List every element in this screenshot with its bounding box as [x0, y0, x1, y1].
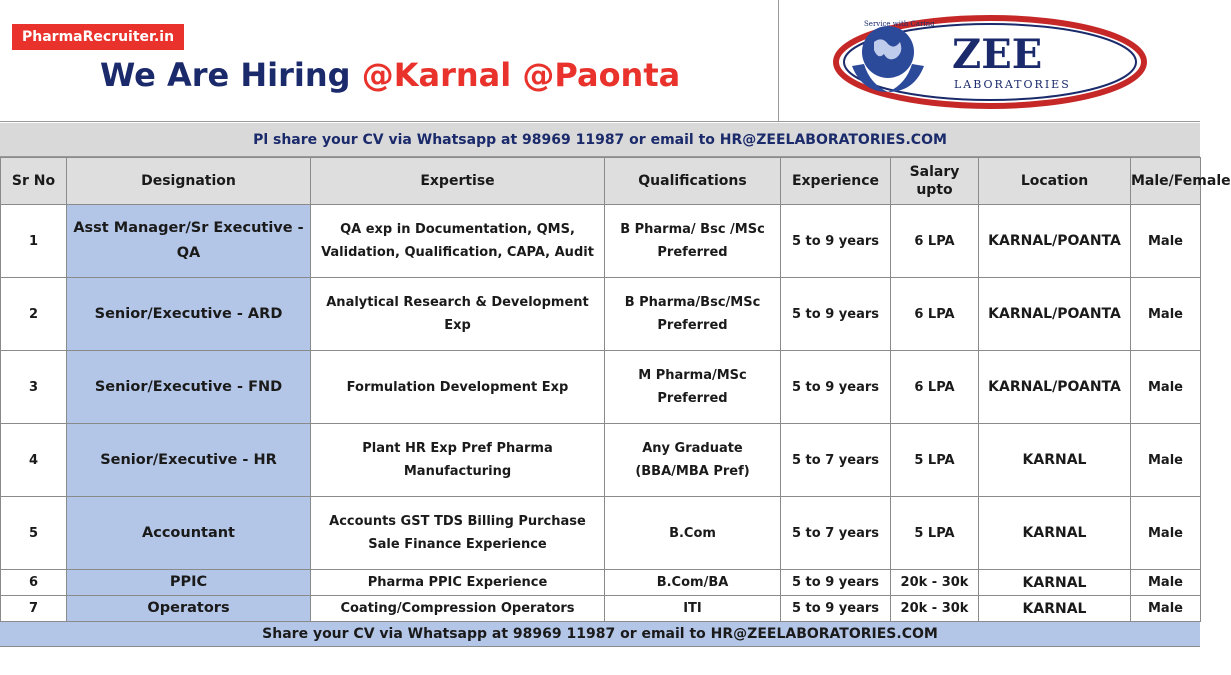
cell-qualifications: B Pharma/Bsc/MSc Preferred: [605, 278, 781, 351]
col-expertise: Expertise: [311, 158, 605, 205]
zee-laboratories-logo: [830, 8, 1150, 112]
headline-text: We Are Hiring: [100, 56, 362, 94]
cell-qualifications: ITI: [605, 596, 781, 622]
cell-designation: Senior/Executive - ARD: [67, 278, 311, 351]
cell-experience: 5 to 9 years: [781, 205, 891, 278]
cell-salary: 5 LPA: [891, 424, 979, 497]
cell-expertise: Accounts GST TDS Billing Purchase Sale Finance Experience: [311, 497, 605, 570]
cell-sr: 7: [1, 596, 67, 622]
cell-location: KARNAL: [979, 497, 1131, 570]
cell-gender: Male: [1131, 424, 1201, 497]
cell-qualifications: B.Com/BA: [605, 570, 781, 596]
col-location: Location: [979, 158, 1131, 205]
cell-expertise: Formulation Development Exp: [311, 351, 605, 424]
logo-ring-text: Service with Caring: [864, 20, 935, 28]
col-salary: Salary upto: [891, 158, 979, 205]
cell-expertise: Plant HR Exp Pref Pharma Manufacturing: [311, 424, 605, 497]
cell-sr: 6: [1, 570, 67, 596]
cell-designation: Senior/Executive - HR: [67, 424, 311, 497]
cell-location: KARNAL: [979, 570, 1131, 596]
cell-designation: PPIC: [67, 570, 311, 596]
table-row: [1, 497, 1201, 570]
cell-location: KARNAL: [979, 424, 1131, 497]
cell-location: KARNAL/POANTA: [979, 278, 1131, 351]
table-row: [1, 596, 1201, 622]
cell-location: KARNAL/POANTA: [979, 205, 1131, 278]
cell-experience: 5 to 9 years: [781, 278, 891, 351]
col-qualifications: Qualifications: [605, 158, 781, 205]
col-gender: Male/Female: [1131, 158, 1201, 205]
table-header-row: [1, 158, 1201, 205]
table-row: [1, 205, 1201, 278]
cell-qualifications: M Pharma/MSc Preferred: [605, 351, 781, 424]
cell-salary: 5 LPA: [891, 497, 979, 570]
cell-location: KARNAL: [979, 596, 1131, 622]
cell-qualifications: B Pharma/ Bsc /MSc Preferred: [605, 205, 781, 278]
table-row: [1, 278, 1201, 351]
table-row: [1, 570, 1201, 596]
poster-header: [0, 0, 1200, 122]
cell-gender: Male: [1131, 351, 1201, 424]
hiring-headline: [100, 55, 680, 95]
headline-locations: @Karnal @Paonta: [361, 56, 681, 94]
cell-salary: 20k - 30k: [891, 596, 979, 622]
cv-contact-bar: Pl share your CV via Whatsapp at 98969 11987 or email to HR@ZEELABORATORIES.COM: [0, 123, 1200, 157]
cell-sr: 4: [1, 424, 67, 497]
logo-wordmark: ZEE: [952, 31, 1043, 78]
col-sr-no: Sr No: [1, 158, 67, 205]
cell-location: KARNAL/POANTA: [979, 351, 1131, 424]
job-openings-table: [0, 157, 1231, 622]
source-tag[interactable]: PharmaRecruiter.in: [12, 24, 184, 50]
cell-sr: 3: [1, 351, 67, 424]
cell-expertise: Analytical Research & Development Exp: [311, 278, 605, 351]
footer-contact-bar: Share your CV via Whatsapp at 98969 11987 or email to HR@ZEELABORATORIES.COM: [0, 621, 1200, 647]
cell-sr: 5: [1, 497, 67, 570]
cell-experience: 5 to 9 years: [781, 570, 891, 596]
cell-gender: Male: [1131, 596, 1201, 622]
table-row: [1, 351, 1201, 424]
cell-gender: Male: [1131, 278, 1201, 351]
cell-sr: 2: [1, 278, 67, 351]
cell-salary: 6 LPA: [891, 278, 979, 351]
cell-designation: Accountant: [67, 497, 311, 570]
cell-salary: 20k - 30k: [891, 570, 979, 596]
col-experience: Experience: [781, 158, 891, 205]
cell-expertise: QA exp in Documentation, QMS, Validation, Qualification, CAPA, Audit: [311, 205, 605, 278]
header-divider: [778, 0, 779, 122]
cell-sr: 1: [1, 205, 67, 278]
cell-qualifications: B.Com: [605, 497, 781, 570]
table-row: [1, 424, 1201, 497]
cell-expertise: Pharma PPIC Experience: [311, 570, 605, 596]
cell-qualifications: Any Graduate (BBA/MBA Pref): [605, 424, 781, 497]
cell-gender: Male: [1131, 205, 1201, 278]
cell-gender: Male: [1131, 497, 1201, 570]
cell-gender: Male: [1131, 570, 1201, 596]
cell-designation: Asst Manager/Sr Executive - QA: [67, 205, 311, 278]
cell-salary: 6 LPA: [891, 205, 979, 278]
cell-experience: 5 to 9 years: [781, 351, 891, 424]
cell-salary: 6 LPA: [891, 351, 979, 424]
cell-expertise: Coating/Compression Operators: [311, 596, 605, 622]
cell-experience: 5 to 7 years: [781, 497, 891, 570]
cell-designation: Senior/Executive - FND: [67, 351, 311, 424]
col-designation: Designation: [67, 158, 311, 205]
cell-designation: Operators: [67, 596, 311, 622]
logo-subtitle: LABORATORIES: [954, 78, 1071, 91]
cell-experience: 5 to 9 years: [781, 596, 891, 622]
cell-experience: 5 to 7 years: [781, 424, 891, 497]
